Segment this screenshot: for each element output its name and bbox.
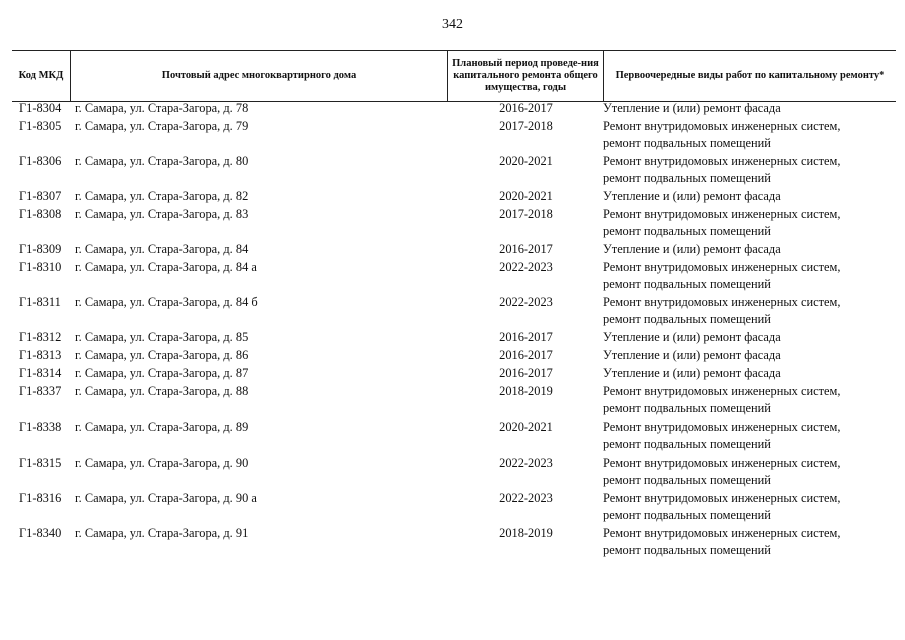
row-period: 2020-2021 (499, 189, 553, 203)
row-works (603, 347, 893, 364)
row-works-line: Ремонт внутридомовых инженерных систем, (603, 260, 841, 274)
row-works (603, 153, 893, 187)
row-works-line: ремонт подвальных помещений (603, 437, 771, 451)
row-address: г. Самара, ул. Стара-Загора, д. 79 (75, 119, 249, 133)
page-number: 342 (442, 17, 463, 32)
row-code: Г1-8308 (19, 207, 62, 221)
row-period: 2018-2019 (499, 526, 553, 540)
row-works (603, 188, 893, 205)
row-works (603, 206, 893, 240)
row-works-line: Ремонт внутридомовых инженерных систем, (603, 384, 841, 398)
row-works-line: ремонт подвальных помещений (603, 508, 771, 522)
row-works-line: Ремонт внутридомовых инженерных систем, (603, 154, 841, 168)
row-works-line: Утепление и (или) ремонт фасада (603, 330, 781, 344)
row-works (603, 383, 893, 417)
row-works (603, 259, 893, 293)
row-works-line: Ремонт внутридомовых инженерных систем, (603, 491, 841, 505)
row-works (603, 118, 893, 152)
row-works-line: Утепление и (или) ремонт фасада (603, 101, 781, 115)
row-works-line: Утепление и (или) ремонт фасада (603, 189, 781, 203)
row-address: г. Самара, ул. Стара-Загора, д. 84 (75, 242, 249, 256)
row-code: Г1-8337 (19, 384, 62, 398)
row-period: 2016-2017 (499, 366, 553, 380)
row-works (603, 419, 893, 453)
row-works (603, 329, 893, 346)
row-code: Г1-8316 (19, 491, 62, 505)
row-period: 2022-2023 (499, 491, 553, 505)
row-period: 2016-2017 (499, 101, 553, 115)
row-works-line: ремонт подвальных помещений (603, 543, 771, 557)
row-works-line: Утепление и (или) ремонт фасада (603, 242, 781, 256)
row-address: г. Самара, ул. Стара-Загора, д. 91 (75, 526, 249, 540)
row-works-line: Ремонт внутридомовых инженерных систем, (603, 119, 841, 133)
row-period: 2017-2018 (499, 207, 553, 221)
row-code: Г1-8338 (19, 420, 62, 434)
row-address: г. Самара, ул. Стара-Загора, д. 83 (75, 207, 249, 221)
row-address: г. Самара, ул. Стара-Загора, д. 84 а (75, 260, 257, 274)
row-code: Г1-8307 (19, 189, 62, 203)
row-address: г. Самара, ул. Стара-Загора, д. 84 б (75, 295, 258, 309)
row-works-line: Утепление и (или) ремонт фасада (603, 348, 781, 362)
row-works-line: ремонт подвальных помещений (603, 136, 771, 150)
row-works-line: Ремонт внутридомовых инженерных систем, (603, 456, 841, 470)
row-period: 2022-2023 (499, 456, 553, 470)
row-address: г. Самара, ул. Стара-Загора, д. 90 а (75, 491, 257, 505)
row-period: 2020-2021 (499, 154, 553, 168)
row-code: Г1-8304 (19, 101, 62, 115)
row-address: г. Самара, ул. Стара-Загора, д. 80 (75, 154, 249, 168)
row-works-line: Ремонт внутридомовых инженерных систем, (603, 207, 841, 221)
row-period: 2017-2018 (499, 119, 553, 133)
row-works (603, 100, 893, 117)
row-works-line: ремонт подвальных помещений (603, 277, 771, 291)
row-works (603, 490, 893, 524)
row-address: г. Самара, ул. Стара-Загора, д. 87 (75, 366, 249, 380)
row-works (603, 241, 893, 258)
row-address: г. Самара, ул. Стара-Загора, д. 90 (75, 456, 249, 470)
row-code: Г1-8311 (19, 295, 61, 309)
row-code: Г1-8313 (19, 348, 62, 362)
row-period: 2016-2017 (499, 242, 553, 256)
row-address: г. Самара, ул. Стара-Загора, д. 88 (75, 384, 249, 398)
row-code: Г1-8305 (19, 119, 62, 133)
row-code: Г1-8340 (19, 526, 62, 540)
row-works (603, 294, 893, 328)
row-period: 2020-2021 (499, 420, 553, 434)
header-code: Код МКД (12, 51, 71, 101)
row-period: 2016-2017 (499, 348, 553, 362)
row-period: 2018-2019 (499, 384, 553, 398)
row-works-line: Ремонт внутридомовых инженерных систем, (603, 420, 841, 434)
row-works-line: ремонт подвальных помещений (603, 312, 771, 326)
row-works-line: ремонт подвальных помещений (603, 171, 771, 185)
row-works-line: ремонт подвальных помещений (603, 473, 771, 487)
row-address: г. Самара, ул. Стара-Загора, д. 86 (75, 348, 249, 362)
row-code: Г1-8309 (19, 242, 62, 256)
row-works (603, 525, 893, 559)
header-address: Почтовый адрес многоквартирного дома (71, 51, 448, 101)
row-works-line: ремонт подвальных помещений (603, 224, 771, 238)
row-works-line: Ремонт внутридомовых инженерных систем, (603, 526, 841, 540)
row-code: Г1-8306 (19, 154, 62, 168)
row-period: 2022-2023 (499, 295, 553, 309)
row-address: г. Самара, ул. Стара-Загора, д. 85 (75, 330, 249, 344)
row-works (603, 455, 893, 489)
header-works: Первоочередные виды работ по капитальному ремонту* (615, 70, 885, 81)
row-works-line: ремонт подвальных помещений (603, 401, 771, 415)
header-period: Плановый период проведе-ния капитального ремонта общего имущества, годы (448, 51, 604, 101)
row-works (603, 365, 893, 382)
row-period: 2022-2023 (499, 260, 553, 274)
row-works-line: Ремонт внутридомовых инженерных систем, (603, 295, 841, 309)
row-address: г. Самара, ул. Стара-Загора, д. 78 (75, 101, 249, 115)
row-code: Г1-8310 (19, 260, 62, 274)
row-code: Г1-8315 (19, 456, 62, 470)
row-address: г. Самара, ул. Стара-Загора, д. 89 (75, 420, 249, 434)
row-period: 2016-2017 (499, 330, 553, 344)
row-address: г. Самара, ул. Стара-Загора, д. 82 (75, 189, 249, 203)
row-code: Г1-8312 (19, 330, 62, 344)
row-code: Г1-8314 (19, 366, 62, 380)
row-works-line: Утепление и (или) ремонт фасада (603, 366, 781, 380)
